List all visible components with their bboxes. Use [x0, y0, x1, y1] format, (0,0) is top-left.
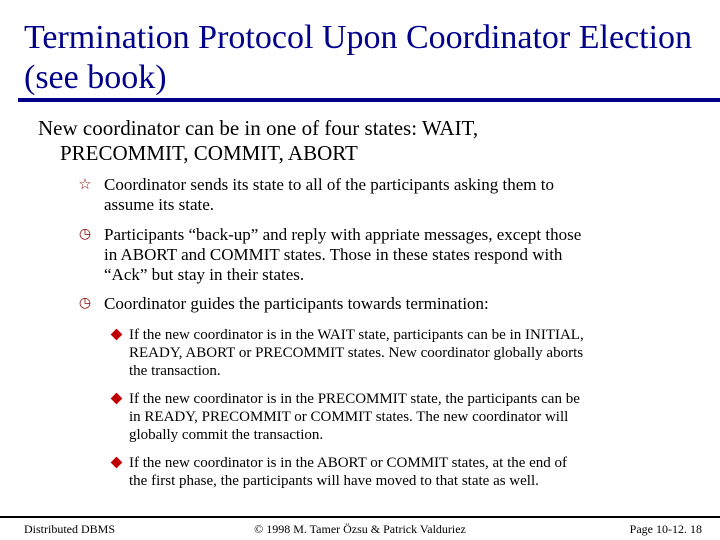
sub-bullet-1-line-1: If the new coordinator is in the WAIT state, participants can be in INITIAL, — [129, 327, 584, 343]
title-underline — [18, 98, 720, 102]
footer-center: © 1998 M. Tamer Özsu & Patrick Valduriez — [254, 522, 466, 536]
diamond-icon — [111, 393, 123, 405]
bullet-1-line-1: Coordinator sends its state to all of the participants asking them to — [104, 175, 554, 194]
bullet-2-line-1: Participants “back-up” and reply with appriate messages, except those — [104, 225, 582, 244]
intro-line-1: New coordinator can be in one of four states: WAIT, — [38, 116, 479, 140]
sub-bullet-2 — [129, 390, 689, 444]
bullet-2 — [78, 225, 684, 285]
sub-bullet-2-line-2: in READY, PRECOMMIT or COMMIT states. The new coordinator will — [129, 409, 569, 425]
bullet-3-line-1: Coordinator guides the participants towards termination: — [104, 294, 489, 313]
diamond-icon — [111, 457, 123, 469]
sub-bullet-1-line-2: READY, ABORT or PRECOMMIT states. New coordinator globally aborts — [129, 345, 584, 361]
bullet-2-line-3: “Ack” but stay in their states. — [104, 265, 305, 284]
bullet-2-line-2: in ABORT and COMMIT states. Those in these states respond with — [104, 245, 563, 264]
sub-bullet-1 — [129, 326, 689, 380]
clock-icon: ◷ — [78, 296, 92, 311]
sub-bullet-3 — [129, 454, 689, 490]
slide-title: Termination Protocol Upon Coordinator Election (see book) — [24, 19, 693, 96]
bullet-3 — [78, 294, 684, 314]
footer-right: Page 10-12. 18 — [629, 522, 702, 536]
intro-paragraph — [38, 116, 598, 166]
sub-bullet-2-line-3: globally commit the transaction. — [129, 427, 324, 443]
clock-icon: ◷ — [78, 227, 92, 242]
bullet-1-line-2: assume its state. — [104, 195, 215, 214]
sub-bullet-3-line-2: the first phase, the participants will have moved to that state as well. — [129, 473, 539, 489]
star-icon: ☆ — [78, 177, 92, 193]
diamond-icon — [111, 329, 123, 341]
intro-line-2: PRECOMMIT, COMMIT, ABORT — [60, 141, 358, 165]
sub-bullet-1-line-3: the transaction. — [129, 363, 221, 379]
footer-left: Distributed DBMS — [24, 522, 116, 536]
sub-bullet-2-line-1: If the new coordinator is in the PRECOMMIT state, the participants can be — [129, 391, 580, 407]
footer-divider — [0, 516, 720, 518]
bullet-1 — [78, 175, 684, 215]
sub-bullet-3-line-1: If the new coordinator is in the ABORT or COMMIT states, at the end of — [129, 455, 568, 471]
